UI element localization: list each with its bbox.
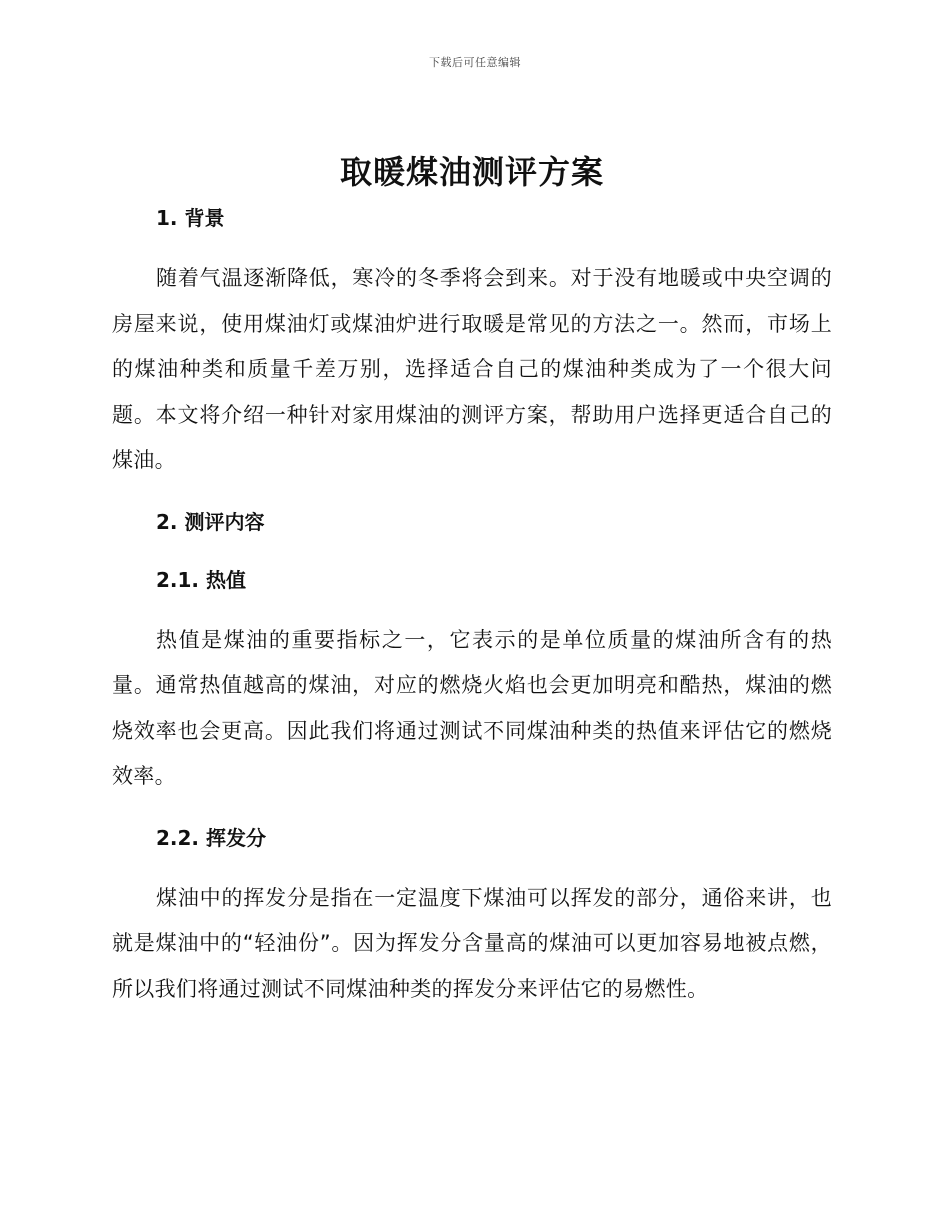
page-title: 取暖煤油测评方案 — [339, 153, 604, 191]
document-body — [112, 150, 832, 1012]
paragraph-heat-value: 热值是煤油的重要指标之一，它表示的是单位质量的煤油所含有的热量。通常热值越高的煤油，对应的燃烧火焰也会更加明亮和酷热，煤油的燃烧效率也会更高。因此我们将通过测试不同煤油种类的热值来评估它的燃烧效率。 — [112, 627, 832, 788]
paragraph-volatility: 煤油中的挥发分是指在一定温度下煤油可以挥发的部分，通俗来讲，也就是煤油中的“轻油份”。因为挥发分含量高的煤油可以更加容易地被点燃，所以我们将通过测试不同煤油种类的挥发分来评估它的易燃性。 — [112, 885, 832, 1001]
section-heading-volatility: 2.2. 挥发分 — [156, 825, 266, 850]
header-note: 下载后可任意编辑 — [429, 56, 521, 69]
section-heading-content: 2. 测评内容 — [156, 509, 265, 534]
section-heading-heat-value: 2.1. 热值 — [156, 567, 246, 592]
paragraph-background: 随着气温逐渐降低，寒冷的冬季将会到来。对于没有地暖或中央空调的房屋来说，使用煤油灯或煤油炉进行取暖是常见的方法之一。然而，市场上的煤油种类和质量千差万别，选择适合自己的煤油种类成为了一个很大问题。本文将介绍一种针对家用煤油的测评方案，帮助用户选择更适合自己的煤油。 — [112, 266, 832, 472]
section-heading-background: 1. 背景 — [156, 206, 225, 230]
